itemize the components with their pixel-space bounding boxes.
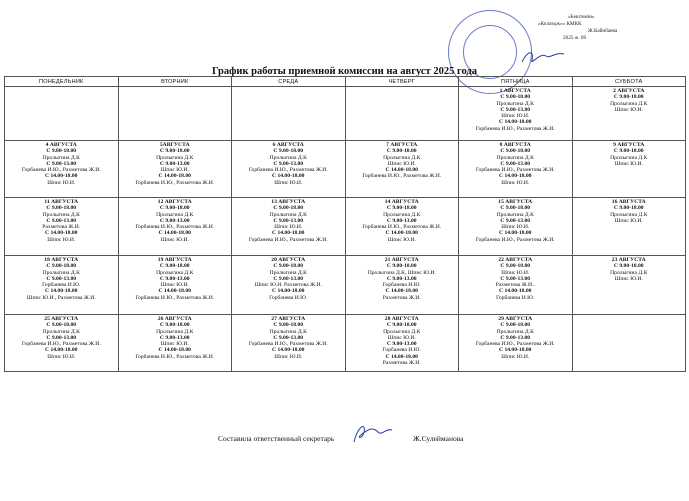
day-date: 18 АВГУСТА — [44, 257, 79, 263]
day-cell — [345, 256, 459, 315]
shift-time: С 9.00-13.00 — [386, 275, 417, 282]
day-date: 27 АВГУСТА — [271, 316, 306, 322]
secretary-signature — [348, 420, 394, 446]
staff-names: Горбанева И.Ю., Рахметова Ж.И. — [135, 224, 215, 231]
staff-names: Горбанева И.Ю., Рахметова Ж.И. — [248, 236, 328, 243]
staff-names: Горбанева И.Ю., Рахметова Ж.И. — [475, 236, 555, 243]
day-date: 1 АВГУСТА — [499, 88, 531, 94]
shift-time: С 9.00-18.00 — [613, 205, 644, 212]
col-thursday: ЧЕТВЕРГ — [345, 77, 459, 87]
col-monday: ПОНЕДЕЛЬНИК — [5, 77, 119, 87]
shift-time: С 9.00-13.00 — [46, 275, 77, 282]
shift-time: С 14.00-18.00 — [158, 347, 191, 354]
secretary-name: Ж.Сулейманова — [413, 434, 464, 443]
day-date: 28 АВГУСТА — [384, 316, 419, 322]
day-date: 14 АВГУСТА — [384, 199, 419, 205]
staff-names: Пролыгина Д.К — [156, 328, 194, 335]
staff-names: Горбанева И.Ю., Рахметова Ж.И. — [475, 167, 555, 174]
day-date: 13 АВГУСТА — [271, 199, 306, 205]
staff-names: Горбанева И.Ю., Рахметова Ж.И. — [21, 341, 101, 348]
day-cell — [5, 198, 119, 256]
day-date: 25 АВГУСТА — [44, 316, 79, 322]
shift-time: С 14.00-18.00 — [499, 230, 532, 237]
shift-time: С 9.00-18.00 — [273, 205, 304, 212]
shift-time: С 9.00-18.00 — [500, 263, 531, 270]
staff-names: Пролыгина Д.К — [269, 211, 307, 218]
staff-names: Горбанева И.Ю., Рахметова Ж.И. — [362, 224, 442, 231]
staff-names: Горбанева И.Ю. — [42, 282, 81, 289]
col-friday: ПЯТНИЦА — [459, 77, 573, 87]
week-row — [5, 315, 686, 372]
day-date: 8 АВГУСТА — [499, 142, 531, 148]
staff-names: Шпис Ю.И. — [160, 282, 189, 289]
day-cell — [459, 141, 573, 198]
staff-names: Горбанева И.Ю., Рахметова Ж.И. — [21, 167, 101, 174]
day-cell — [5, 87, 119, 141]
day-date: 29 АВГУСТА — [498, 316, 533, 322]
staff-names: Шпис Ю.И. — [387, 334, 416, 341]
shift-time: С 9.00-13.00 — [500, 106, 531, 113]
shift-time: С 9.00-13.00 — [273, 334, 304, 341]
shift-time: С 9.00-18.00 — [500, 322, 531, 329]
shift-time: С 14.00-18.00 — [158, 173, 191, 180]
day-date: 20 АВГУСТА — [271, 257, 306, 263]
shift-time: С 9.00-18.00 — [46, 148, 77, 155]
day-cell — [118, 87, 232, 141]
shift-time: С 9.00-18.00 — [273, 148, 304, 155]
staff-names: Шпис Ю.И. — [501, 269, 530, 276]
day-date: 15 АВГУСТА — [498, 199, 533, 205]
staff-names: Пролыгина Д.К — [383, 211, 421, 218]
day-cell — [5, 256, 119, 315]
shift-time: С 14.00-18.00 — [158, 230, 191, 237]
day-cell — [232, 87, 346, 141]
day-date: 16 АВГУСТА — [611, 199, 646, 205]
day-date: 21 АВГУСТА — [384, 257, 419, 263]
day-cell — [572, 141, 686, 198]
staff-names: Пролыгина Д.К — [496, 154, 534, 161]
day-cell — [345, 315, 459, 372]
day-cell — [232, 141, 346, 198]
shift-time: С 9.00-18.00 — [613, 94, 644, 101]
shift-time: С 9.00-18.00 — [46, 263, 77, 270]
staff-names: Пролыгина Д.К — [269, 328, 307, 335]
shift-time: С 9.00-13.00 — [159, 160, 190, 167]
staff-names: Пролыгина Д.К — [383, 328, 421, 335]
shift-time: С 9.00-13.00 — [159, 275, 190, 282]
day-cell — [232, 315, 346, 372]
shift-time: С 9.00-13.00 — [386, 217, 417, 224]
shift-time: С 14.00-18.00 — [385, 230, 418, 237]
day-cell — [459, 256, 573, 315]
schedule-body — [5, 87, 686, 372]
shift-time: С 9.00-13.00 — [273, 217, 304, 224]
staff-names: Горбанева И.Ю. — [382, 347, 421, 354]
day-cell — [232, 256, 346, 315]
day-cell — [459, 198, 573, 256]
shift-time: С 9.00-13.00 — [500, 275, 531, 282]
shift-time: С 9.00-13.00 — [386, 341, 417, 348]
staff-names: Рахметова Ж.И. — [382, 360, 421, 367]
day-cell — [118, 256, 232, 315]
staff-names: Пролыгина Д.К — [156, 269, 194, 276]
week-row — [5, 87, 686, 141]
shift-time: С 14.00-18.00 — [499, 288, 532, 295]
shift-time: С 9.00-18.00 — [273, 263, 304, 270]
day-date: 23 АВГУСТА — [611, 257, 646, 263]
week-row — [5, 256, 686, 315]
staff-names: Горбанева И.Ю., Рахметова Ж.И. — [248, 341, 328, 348]
staff-names: Горбанева И.Ю., Рахметова Ж.И. — [475, 125, 555, 132]
shift-time: С 9.00-13.00 — [159, 217, 190, 224]
header-row — [5, 77, 686, 87]
day-cell — [118, 141, 232, 198]
staff-names: Рахметова Ж.И.. — [495, 282, 535, 289]
shift-time: С 9.00-18.00 — [46, 205, 77, 212]
day-cell — [572, 315, 686, 372]
shift-time: С 9.00-13.00 — [46, 217, 77, 224]
schedule-table — [4, 76, 686, 372]
approval-signature — [520, 46, 566, 68]
staff-names: Шпис Ю.И. — [614, 217, 643, 224]
staff-names: Пролыгина Д.К — [383, 154, 421, 161]
shift-time: С 14.00-18.00 — [158, 288, 191, 295]
staff-names: Шпис Ю.И. — [274, 353, 303, 360]
shift-time: С 9.00-18.00 — [273, 322, 304, 329]
shift-time: С 9.00-18.00 — [386, 263, 417, 270]
day-date: 4 АВГУСТА — [45, 142, 77, 148]
staff-names: Пролыгина Д.К — [496, 211, 534, 218]
staff-names: Пролыгина Д.К — [156, 211, 194, 218]
shift-time: С 9.00-18.00 — [613, 148, 644, 155]
day-date: 2 АВГУСТА — [613, 88, 645, 94]
day-cell — [5, 141, 119, 198]
staff-names: Шпис Ю.И. — [274, 224, 303, 231]
shift-time: С 9.00-13.00 — [159, 334, 190, 341]
staff-names: Пролыгина Д.К — [610, 269, 648, 276]
shift-time: С 14.00-18.00 — [499, 119, 532, 126]
staff-names: Шпис Ю.И., Рахметова Ж.И. — [26, 294, 96, 301]
staff-names: Шпис Ю.И. — [387, 236, 416, 243]
shift-time: С 9.00-18.00 — [500, 205, 531, 212]
shift-time: С 14.00-18.00 — [499, 173, 532, 180]
shift-time: С 9.00-18.00 — [159, 263, 190, 270]
staff-names: Горбанева И.Ю., Рахметова Ж.И. — [362, 173, 442, 180]
staff-names: Пролыгина Д.К — [42, 154, 80, 161]
shift-time: С 14.00-18.00 — [385, 288, 418, 295]
staff-names: Шпис Ю.И. — [501, 113, 530, 120]
day-date: 26 АВГУСТА — [157, 316, 192, 322]
col-tuesday: ВТОРНИК — [118, 77, 232, 87]
day-cell — [572, 198, 686, 256]
shift-time: С 9.00-18.00 — [386, 322, 417, 329]
day-date: 9 АВГУСТА — [613, 142, 645, 148]
shift-time: С 14.00-18.00 — [272, 173, 305, 180]
shift-time: С 9.00-13.00 — [46, 160, 77, 167]
approval-line-1: «Бекітемін» — [568, 14, 595, 20]
shift-time: С 14.00-18.00 — [272, 288, 305, 295]
week-row — [5, 198, 686, 256]
shift-time: С 9.00-18.00 — [500, 148, 531, 155]
shift-time: С 14.00-18.00 — [272, 347, 305, 354]
staff-names: Шпис Ю.И. — [501, 179, 530, 186]
staff-names: Пролыгина Д.К, Шпис Ю.И. — [367, 269, 436, 276]
staff-names: Пролыгина Д.К — [42, 211, 80, 218]
shift-time: С 14.00-18.00 — [385, 353, 418, 360]
day-date: 11 АВГУСТА — [44, 199, 79, 205]
shift-time: С 9.00-18.00 — [159, 205, 190, 212]
day-date: 22 АВГУСТА — [498, 257, 533, 263]
staff-names: Шпис Ю.И. — [274, 179, 303, 186]
shift-time: С 9.00-13.00 — [46, 334, 77, 341]
staff-names: Шпис Ю.И. — [614, 106, 643, 113]
staff-names: Горбанева И.Ю. — [382, 282, 421, 289]
staff-names: Пролыгина Д.К — [156, 154, 194, 161]
col-wednesday: СРЕДА — [232, 77, 346, 87]
shift-time: С 9.00-18.00 — [500, 94, 531, 101]
staff-names: Шпис Ю.И. — [614, 160, 643, 167]
staff-names: Рахметова Ж.И. — [382, 294, 421, 301]
approval-line-2: «Колледж»» КМКК — [538, 21, 582, 27]
shift-time: С 9.00-18.00 — [386, 205, 417, 212]
approval-line-4: 2025 ж. 06 — [563, 35, 587, 41]
day-cell — [459, 87, 573, 141]
staff-names: Пролыгина Д.К — [269, 154, 307, 161]
staff-names: Пролыгина Д.К — [610, 211, 648, 218]
shift-time: С 9.00-18.00 — [46, 322, 77, 329]
staff-names: Шпис Ю.И. — [160, 341, 189, 348]
shift-time: С 9.00-18.00 — [613, 263, 644, 270]
day-cell — [118, 198, 232, 256]
staff-names: Шпис Ю.И. — [160, 236, 189, 243]
day-date: 5АВГУСТА — [159, 142, 190, 148]
shift-time: С 9.00-13.00 — [273, 160, 304, 167]
day-date: 12 АВГУСТА — [157, 199, 192, 205]
shift-time: С 14.00-18.00 — [45, 347, 78, 354]
shift-time: С 9.00-13.00 — [500, 160, 531, 167]
day-cell — [232, 198, 346, 256]
staff-names: Горбанева И.Ю. — [496, 294, 535, 301]
staff-names: Шпис Ю.И. — [501, 224, 530, 231]
shift-time: С 14.00-18.00 — [272, 230, 305, 237]
approval-block — [478, 14, 678, 42]
day-date: 7 АВГУСТА — [386, 142, 418, 148]
staff-names: Шпис Ю.И. — [47, 236, 76, 243]
day-cell — [118, 315, 232, 372]
shift-time: С 14.00-18.00 — [385, 167, 418, 174]
day-cell — [572, 256, 686, 315]
day-cell — [345, 87, 459, 141]
staff-names: Шпис Ю.И. Рахметова Ж.И. — [254, 282, 322, 289]
shift-time: С 9.00-13.00 — [500, 334, 531, 341]
staff-names: Горбанева И.Ю., Рахметова Ж.И. — [135, 294, 215, 301]
day-cell — [345, 198, 459, 256]
staff-names: Пролыгина Д.К — [610, 100, 648, 107]
shift-time: С 9.00-18.00 — [386, 148, 417, 155]
staff-names: Пролыгина Д.К — [496, 100, 534, 107]
page-title: График работы приемной комиссии на август 2025 года — [212, 66, 477, 77]
staff-names: Пролыгина Д.К — [42, 269, 80, 276]
staff-names: Шпис Ю.И. — [47, 179, 76, 186]
staff-names: Горбанева И.Ю., Рахметова Ж.И. — [248, 167, 328, 174]
day-cell — [459, 315, 573, 372]
staff-names: Пролыгина Д.К — [610, 154, 648, 161]
staff-names: Шпис Ю.И. — [160, 167, 189, 174]
shift-time: С 14.00-18.00 — [499, 347, 532, 354]
staff-names: Шпис Ю.И. — [614, 275, 643, 282]
shift-time: С 14.00-18.00 — [45, 288, 78, 295]
day-date: 6 АВГУСТА — [272, 142, 304, 148]
shift-time: С 14.00-18.00 — [45, 230, 78, 237]
shift-time: С 14.00-18.00 — [45, 173, 78, 180]
week-row — [5, 141, 686, 198]
staff-names: Пролыгина Д.К — [269, 269, 307, 276]
staff-names: Горбанева И.Ю. — [269, 294, 308, 301]
day-cell — [345, 141, 459, 198]
staff-names: Шпис Ю.И. — [387, 160, 416, 167]
composed-by-label: Составила ответственный секретарь — [218, 434, 335, 443]
shift-time: С 9.00-18.00 — [159, 322, 190, 329]
shift-time: С 9.00-18.00 — [159, 148, 190, 155]
shift-time: С 9.00-13.00 — [500, 217, 531, 224]
approval-line-3: Ж.Кайнбаева — [588, 28, 618, 34]
day-cell — [5, 315, 119, 372]
staff-names: Пролыгина Д.К — [496, 328, 534, 335]
staff-names: Горбанева И.Ю., Рахметова Ж.И. — [135, 179, 215, 186]
staff-names: Горбанева И.Ю., Рахметова Ж.И. — [475, 341, 555, 348]
day-date: 19 АВГУСТА — [157, 257, 192, 263]
staff-names: Горбанева И.Ю., Рахметова Ж.И. — [135, 353, 215, 360]
col-saturday: СУББОТА — [572, 77, 686, 87]
staff-names: Рахметова Ж.И. — [42, 224, 81, 231]
shift-time: С 9.00-13.00 — [273, 275, 304, 282]
staff-names: Пролыгина Д.К — [42, 328, 80, 335]
staff-names: Шпис Ю.И. — [47, 353, 76, 360]
day-cell — [572, 87, 686, 141]
staff-names: Шпис Ю.И. — [501, 353, 530, 360]
